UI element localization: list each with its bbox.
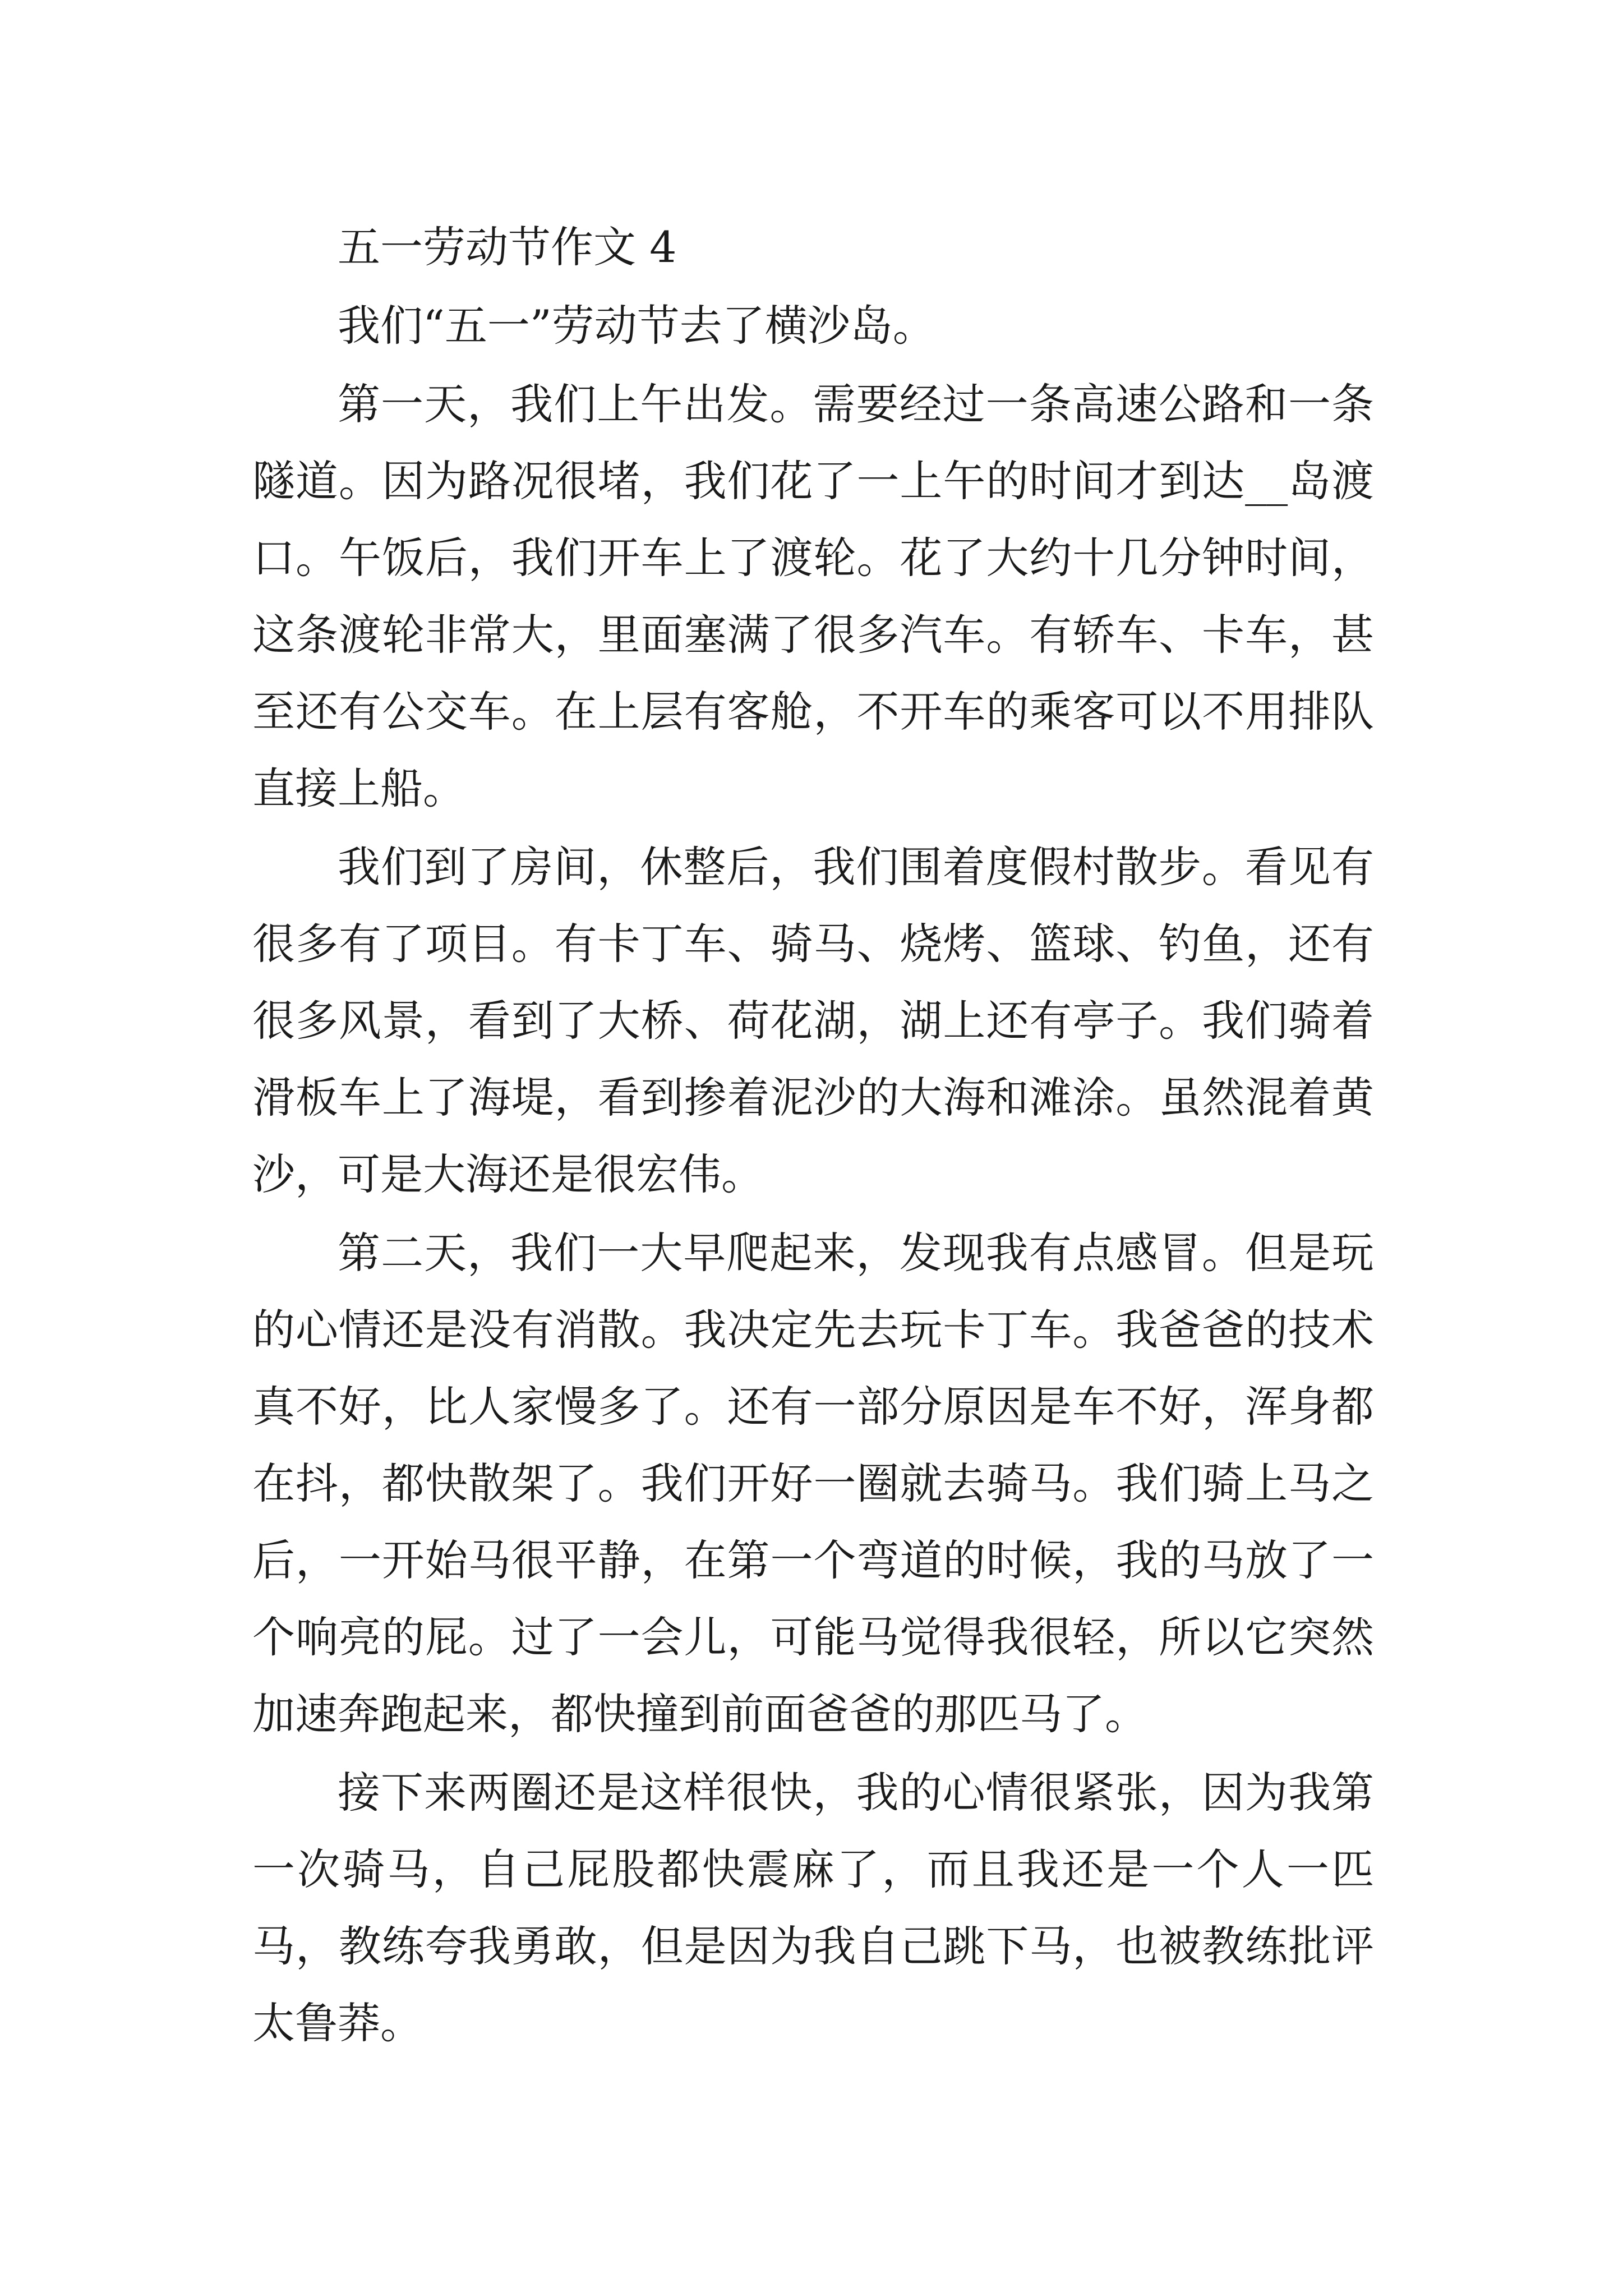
paragraph-2: 第一天，我们上午出发。需要经过一条高速公路和一条隧道。因为路况很堵，我们花了一上午的时间才到达__岛渡口。午饭后，我们开车上了渡轮。花了大约十几分钟时间，这条渡轮非常大，里面塞满了很多汽车。有轿车、卡车，甚至还有公交车。在上层有客舱，不开车的乘客可以不用排队直接上船。 [252, 379, 1374, 813]
paragraph-4: 第二天，我们一大早爬起来，发现我有点感冒。但是玩的心情还是没有消散。我决定先去玩卡丁车。我爸爸的技术真不好，比人家慢多了。还有一部分原因是车不好，浑身都在抖，都快散架了。我们开好一圈就去骑马。我们骑上马之后，一开始马很平静，在第一个弯道的时候，我的马放了一个响亮的屁。过了一会儿，可能马觉得我很轻，所以它突然加速奔跑起来，都快撞到前面爸爸的那匹马了。 [252, 1228, 1374, 1739]
document-body [252, 209, 1374, 2063]
paragraph-3: 我们到了房间，休整后，我们围着度假村散步。看见有很多有了项目。有卡丁车、骑马、烧烤、篮球、钓鱼，还有很多风景，看到了大桥、荷花湖，湖上还有亭子。我们骑着滑板车上了海堤，看到掺着泥沙的大海和滩涂。虽然混着黄沙，可是大海还是很宏伟。 [252, 842, 1374, 1199]
paragraph-5: 接下来两圈还是这样很快，我的心情很紧张，因为我第一次骑马，自己屁股都快震麻了，而且我还是一个人一匹马，教练夸我勇敢，但是因为我自己跳下马，也被教练批评太鲁莽。 [252, 1768, 1374, 2048]
paragraph-1: 我们“五一”劳动节去了横沙岛。 [338, 301, 935, 351]
document-title: 五一劳动节作文 4 [338, 222, 677, 272]
